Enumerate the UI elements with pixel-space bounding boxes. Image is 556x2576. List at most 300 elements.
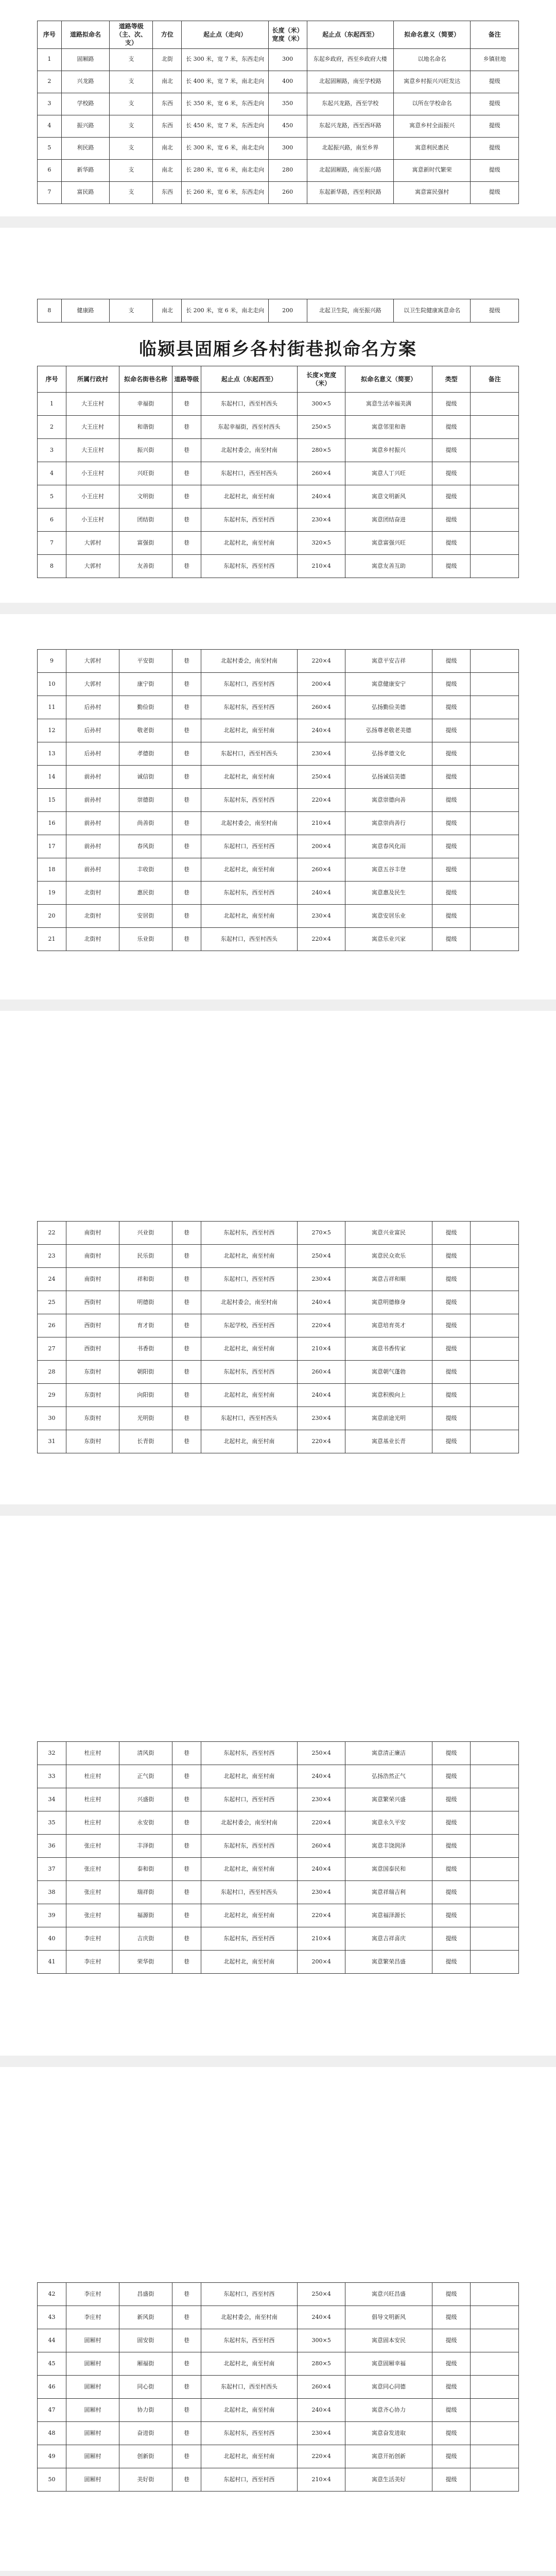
table-cell: 东起村东，西至村西	[201, 2422, 297, 2445]
table-cell: 南街村	[66, 1268, 119, 1291]
table-cell: 提级	[432, 1337, 471, 1361]
table-cell: 巷	[172, 1835, 201, 1858]
table-cell: 福源街	[119, 1904, 172, 1927]
table-row	[38, 137, 519, 159]
table-cell: 220×4	[297, 650, 345, 673]
table-row	[38, 1407, 519, 1430]
table-cell: 220×4	[297, 1430, 345, 1453]
table-cell: 提级	[432, 1835, 471, 1858]
table-cell: 大郭村	[66, 673, 119, 696]
table-cell: 永安街	[119, 1811, 172, 1835]
table-cell: 提级	[432, 2306, 471, 2329]
table-cell: 16	[38, 812, 66, 835]
table-cell: 30	[38, 1407, 66, 1430]
table-cell: 寓意繁荣兴盛	[345, 1788, 432, 1811]
table-cell: 厢福街	[119, 2352, 172, 2376]
table-cell: 小王庄村	[66, 485, 119, 509]
table-cell: 寓意清正廉洁	[345, 1742, 432, 1765]
table-cell: 寓意培育英才	[345, 1314, 432, 1337]
table-cell: 提级	[432, 882, 471, 905]
table-cell: 惠民街	[119, 882, 172, 905]
table-row	[38, 858, 519, 882]
table-cell	[471, 1927, 519, 1951]
table-cell	[471, 742, 519, 766]
table-cell: 东西	[153, 115, 182, 137]
table-cell: 张庄村	[66, 1835, 119, 1858]
table-row	[38, 1904, 519, 1927]
table-cell	[471, 1361, 519, 1384]
table-cell: 提级	[432, 766, 471, 789]
table-cell: 东起村口，西至村西头	[201, 2376, 297, 2399]
gov-roads-table-part1	[37, 21, 519, 204]
column-header: 起止点（走向）	[182, 21, 268, 49]
table-cell: 东起学校，西至村西	[201, 1314, 297, 1337]
table-cell: 西街村	[66, 1291, 119, 1314]
table-cell: 260×4	[297, 462, 345, 485]
table-cell: 寓意繁荣昌盛	[345, 1951, 432, 1974]
table-cell: 巷	[172, 555, 201, 578]
table-row	[38, 1835, 519, 1858]
table-cell: 260×4	[297, 858, 345, 882]
table-cell: 41	[38, 1951, 66, 1974]
table-cell: 提级	[432, 650, 471, 673]
table-cell: 200×4	[297, 673, 345, 696]
table-cell: 清风街	[119, 1742, 172, 1765]
table-row	[38, 1951, 519, 1974]
table-row	[38, 1361, 519, 1384]
table-cell: 250×4	[297, 766, 345, 789]
table-cell: 寓意乡村振兴兴旺发达	[393, 71, 471, 93]
table-cell: 提级	[432, 1268, 471, 1291]
table-cell: 固厢村	[66, 2399, 119, 2422]
table-cell: 450	[268, 115, 307, 137]
table-cell: 支	[110, 93, 153, 115]
table-cell: 200	[268, 299, 307, 323]
table-cell: 巷	[172, 696, 201, 719]
table-cell: 西街村	[66, 1337, 119, 1361]
table-cell: 东起村口，西至村西	[201, 835, 297, 858]
table-cell: 36	[38, 1835, 66, 1858]
table-cell: 4	[38, 462, 66, 485]
table-cell: 260×4	[297, 696, 345, 719]
table-cell: 220×4	[297, 1314, 345, 1337]
table-cell	[471, 1858, 519, 1881]
table-cell: 230×4	[297, 1407, 345, 1430]
table-cell: 1	[38, 48, 62, 71]
table-cell: 230×4	[297, 1788, 345, 1811]
table-cell	[471, 766, 519, 789]
table-cell: 巷	[172, 1788, 201, 1811]
table-row	[38, 1268, 519, 1291]
table-cell: 12	[38, 719, 66, 742]
table-cell: 2	[38, 71, 62, 93]
table-cell: 300	[268, 137, 307, 159]
column-header: 序号	[38, 21, 62, 49]
table-cell: 寓意兴业富民	[345, 1222, 432, 1245]
table-cell: 李庄村	[66, 2283, 119, 2306]
table-cell: 提级	[471, 71, 519, 93]
table-cell: 提级	[432, 1291, 471, 1314]
table-row	[38, 650, 519, 673]
table-cell: 巷	[172, 673, 201, 696]
table-cell: 提级	[432, 835, 471, 858]
table-cell: 240×4	[297, 2399, 345, 2422]
table-cell: 北起村北，南至村南	[201, 1384, 297, 1407]
table-cell: 北起村北，南至村南	[201, 1904, 297, 1927]
table-cell	[471, 835, 519, 858]
table-cell	[471, 1811, 519, 1835]
table-cell: 巷	[172, 2283, 201, 2306]
table-cell: 张庄村	[66, 1858, 119, 1881]
table-cell: 240×4	[297, 719, 345, 742]
table-cell: 新华路	[61, 159, 110, 181]
table-cell: 东起兴龙路，西至西环路	[307, 115, 393, 137]
table-cell: 北起村北，南至村南	[201, 532, 297, 555]
table-cell: 寓意人丁兴旺	[345, 462, 432, 485]
table-cell: 6	[38, 159, 62, 181]
table-cell: 提级	[432, 812, 471, 835]
page-separator	[0, 603, 556, 614]
column-header: 备注	[471, 366, 519, 393]
table-row	[38, 509, 519, 532]
table-cell: 正气街	[119, 1765, 172, 1788]
table-cell: 明德街	[119, 1291, 172, 1314]
villages-table-part3	[37, 1221, 519, 1453]
table-cell: 3	[38, 93, 62, 115]
table-cell: 44	[38, 2329, 66, 2352]
table-cell: 东起村东，西至村西	[201, 1742, 297, 1765]
table-cell: 前孙村	[66, 835, 119, 858]
table-cell: 寓意丰饶润泽	[345, 1835, 432, 1858]
table-cell: 友善街	[119, 555, 172, 578]
table-cell: 巷	[172, 1268, 201, 1291]
table-cell: 东起村口，西至村西	[201, 2283, 297, 2306]
table-row	[38, 115, 519, 137]
table-cell: 230×4	[297, 742, 345, 766]
table-cell: 李庄村	[66, 1927, 119, 1951]
table-cell: 提级	[432, 2329, 471, 2352]
table-cell: 300	[268, 48, 307, 71]
table-cell: 200×4	[297, 1951, 345, 1974]
table-cell: 寓意开拓创新	[345, 2445, 432, 2468]
table-cell: 北起村北，南至村南	[201, 1430, 297, 1453]
column-header: 拟命名意义（简要）	[345, 366, 432, 393]
table-cell: 17	[38, 835, 66, 858]
table-cell: 280×5	[297, 439, 345, 462]
table-cell: 寓意富民强村	[393, 181, 471, 204]
table-cell: 同心街	[119, 2376, 172, 2399]
table-cell: 寓意春风化雨	[345, 835, 432, 858]
table-cell: 巷	[172, 1430, 201, 1453]
table-cell: 李庄村	[66, 2306, 119, 2329]
table-cell: 11	[38, 696, 66, 719]
table-cell: 支	[110, 159, 153, 181]
table-cell: 北起固厢路，南至学校路	[307, 71, 393, 93]
table-cell	[471, 393, 519, 416]
table-cell: 南街村	[66, 1222, 119, 1245]
table-cell: 提级	[432, 1222, 471, 1245]
table-cell: 寓意书香传家	[345, 1337, 432, 1361]
table-cell: 巷	[172, 905, 201, 928]
table-cell: 提级	[432, 1765, 471, 1788]
table-cell: 巷	[172, 1245, 201, 1268]
table-cell: 240×4	[297, 1384, 345, 1407]
table-cell: 提级	[432, 2352, 471, 2376]
table-cell	[471, 905, 519, 928]
table-cell: 巷	[172, 1927, 201, 1951]
table-cell: 3	[38, 439, 66, 462]
table-cell: 奋进街	[119, 2422, 172, 2445]
table-cell: 北起村委会，南至村南	[201, 1291, 297, 1314]
table-cell: 巷	[172, 2399, 201, 2422]
table-cell: 巷	[172, 2468, 201, 2492]
table-cell	[471, 2329, 519, 2352]
table-cell: 北起村北，南至村南	[201, 766, 297, 789]
table-cell: 寓意乡村振兴	[345, 439, 432, 462]
table-cell: 400	[268, 71, 307, 93]
table-row	[38, 181, 519, 204]
table-cell: 23	[38, 1245, 66, 1268]
table-cell	[471, 2352, 519, 2376]
table-cell: 巷	[172, 719, 201, 742]
table-cell: 丰收街	[119, 858, 172, 882]
table-cell: 长 200 米，宽 6 米，南北走向	[182, 299, 268, 323]
table-cell: 长 450 米，宽 7 米，东西走向	[182, 115, 268, 137]
table-cell: 巷	[172, 462, 201, 485]
table-cell: 230×4	[297, 509, 345, 532]
table-cell: 小王庄村	[66, 509, 119, 532]
table-cell: 巷	[172, 416, 201, 439]
table-cell	[471, 1314, 519, 1337]
table-cell: 230×4	[297, 2422, 345, 2445]
table-cell: 巷	[172, 858, 201, 882]
table-row	[38, 485, 519, 509]
table-cell: 荣华街	[119, 1951, 172, 1974]
table-cell: 新风街	[119, 2306, 172, 2329]
table-row	[38, 812, 519, 835]
table-cell: 320×5	[297, 532, 345, 555]
table-row	[38, 1927, 519, 1951]
table-cell: 210×4	[297, 1337, 345, 1361]
table-cell: 寓意新时代繁荣	[393, 159, 471, 181]
table-cell: 北起村北，南至村南	[201, 2445, 297, 2468]
table-cell: 240×4	[297, 882, 345, 905]
table-row	[38, 1430, 519, 1453]
table-cell: 东起村东，西至村西	[201, 882, 297, 905]
table-cell: 210×4	[297, 812, 345, 835]
table-cell: 兴业街	[119, 1222, 172, 1245]
table-cell	[471, 439, 519, 462]
table-cell: 230×4	[297, 1268, 345, 1291]
table-cell: 5	[38, 485, 66, 509]
table-row	[38, 673, 519, 696]
table-cell: 北起村北，南至村南	[201, 2352, 297, 2376]
table-cell: 300×5	[297, 2329, 345, 2352]
table-cell: 寓意齐心协力	[345, 2399, 432, 2422]
table-row	[38, 1314, 519, 1337]
villages-table-part5	[37, 2282, 519, 2492]
table-cell: 大王庄村	[66, 393, 119, 416]
table-cell: 杜庄村	[66, 1788, 119, 1811]
table-cell: 240×4	[297, 1858, 345, 1881]
table-cell	[471, 1430, 519, 1453]
table-cell: 5	[38, 137, 62, 159]
table-cell: 弘扬浩然正气	[345, 1765, 432, 1788]
table-cell: 昌盛街	[119, 2283, 172, 2306]
table-cell: 6	[38, 509, 66, 532]
table-cell: 寓意国泰民和	[345, 1858, 432, 1881]
table-cell: 巷	[172, 1407, 201, 1430]
table-cell: 富强街	[119, 532, 172, 555]
table-cell: 东起村口，西至村西头	[201, 928, 297, 951]
table-cell	[471, 2422, 519, 2445]
table-cell: 提级	[432, 439, 471, 462]
table-cell: 43	[38, 2306, 66, 2329]
table-cell: 富民路	[61, 181, 110, 204]
table-cell: 寓意基业长青	[345, 1430, 432, 1453]
table-cell: 大王庄村	[66, 416, 119, 439]
table-cell: 东起幸福街，西至村西头	[201, 416, 297, 439]
table-cell: 巷	[172, 1858, 201, 1881]
table-cell: 巷	[172, 1904, 201, 1927]
table-cell: 250×4	[297, 1245, 345, 1268]
table-cell: 45	[38, 2352, 66, 2376]
table-cell: 寓意祥瑞吉利	[345, 1881, 432, 1904]
table-cell: 提级	[432, 393, 471, 416]
table-cell	[471, 509, 519, 532]
table-cell: 向阳街	[119, 1384, 172, 1407]
table-row	[38, 1384, 519, 1407]
table-row	[38, 1765, 519, 1788]
table-cell: 提级	[432, 2376, 471, 2399]
data-table	[37, 299, 519, 323]
table-row	[38, 1742, 519, 1765]
table-cell: 大郭村	[66, 532, 119, 555]
table-cell: 弘扬勤俭美德	[345, 696, 432, 719]
table-cell: 提级	[432, 858, 471, 882]
table-cell: 乐业街	[119, 928, 172, 951]
table-cell: 7	[38, 181, 62, 204]
table-cell	[471, 1881, 519, 1904]
table-cell: 北街村	[66, 882, 119, 905]
table-cell: 书香街	[119, 1337, 172, 1361]
table-cell: 弘扬尊老敬老美德	[345, 719, 432, 742]
table-cell: 19	[38, 882, 66, 905]
table-cell: 40	[38, 1927, 66, 1951]
table-cell: 东起新华路，西至利民路	[307, 181, 393, 204]
table-cell: 大郭村	[66, 650, 119, 673]
table-cell: 北起村北，南至村南	[201, 905, 297, 928]
table-cell: 南北	[153, 137, 182, 159]
table-cell: 寓意生活幸福美满	[345, 393, 432, 416]
table-cell: 240×4	[297, 485, 345, 509]
table-cell: 38	[38, 1881, 66, 1904]
table-cell: 49	[38, 2445, 66, 2468]
table-cell: 24	[38, 1268, 66, 1291]
table-cell: 260×4	[297, 1835, 345, 1858]
table-cell	[471, 1742, 519, 1765]
table-cell: 寓意利民惠民	[393, 137, 471, 159]
table-cell: 孝德街	[119, 742, 172, 766]
table-row	[38, 93, 519, 115]
table-row	[38, 2329, 519, 2352]
table-row	[38, 789, 519, 812]
table-cell: 寓意固本安民	[345, 2329, 432, 2352]
table-cell	[471, 1291, 519, 1314]
table-cell: 寓意福泽源长	[345, 1904, 432, 1927]
column-header: 方位	[153, 21, 182, 49]
table-cell: 寓意朝气蓬勃	[345, 1361, 432, 1384]
table-cell: 230×4	[297, 905, 345, 928]
table-cell: 北起村委会，南至村南	[201, 439, 297, 462]
table-cell: 文明街	[119, 485, 172, 509]
table-row	[38, 555, 519, 578]
table-cell: 寓意崇尚善行	[345, 812, 432, 835]
table-cell: 北街村	[66, 905, 119, 928]
table-row	[38, 439, 519, 462]
table-cell: 提级	[432, 485, 471, 509]
column-header: 类型	[432, 366, 471, 393]
table-cell: 前孙村	[66, 766, 119, 789]
table-cell: 26	[38, 1314, 66, 1337]
table-cell	[471, 416, 519, 439]
table-cell: 提级	[432, 1742, 471, 1765]
table-cell: 20	[38, 905, 66, 928]
table-cell: 东起村东，西至村西	[201, 555, 297, 578]
table-cell: 北起村委会，南至村南	[201, 812, 297, 835]
table-cell: 47	[38, 2399, 66, 2422]
table-cell: 固厢村	[66, 2329, 119, 2352]
table-cell: 东起村口，西至村西头	[201, 1881, 297, 1904]
table-cell: 北起卫生院，南至振兴路	[307, 299, 393, 323]
table-cell: 东起村口，西至村西头	[201, 393, 297, 416]
table-cell: 南北	[153, 299, 182, 323]
table-cell: 兴龙路	[61, 71, 110, 93]
table-cell: 固厢村	[66, 2376, 119, 2399]
table-row	[38, 532, 519, 555]
table-cell	[471, 673, 519, 696]
data-table	[37, 649, 519, 951]
table-cell	[471, 1268, 519, 1291]
table-cell: 巷	[172, 509, 201, 532]
table-cell: 巷	[172, 2306, 201, 2329]
table-cell: 提级	[432, 555, 471, 578]
table-cell	[471, 1337, 519, 1361]
table-cell: 尚善街	[119, 812, 172, 835]
page-separator	[0, 999, 556, 1011]
table-cell: 提级	[432, 2283, 471, 2306]
table-cell: 东街村	[66, 1361, 119, 1384]
table-cell: 巷	[172, 1384, 201, 1407]
table-cell: 寓意同心同德	[345, 2376, 432, 2399]
table-cell: 巷	[172, 485, 201, 509]
table-row	[38, 1337, 519, 1361]
table-cell: 34	[38, 1788, 66, 1811]
table-cell: 乡镇驻地	[471, 48, 519, 71]
table-cell: 东起乡政府，西至乡政府大楼	[307, 48, 393, 71]
table-cell: 西街村	[66, 1314, 119, 1337]
table-cell: 倡导文明新风	[345, 2306, 432, 2329]
table-cell: 巷	[172, 1881, 201, 1904]
table-cell: 利民路	[61, 137, 110, 159]
table-cell: 39	[38, 1904, 66, 1927]
table-cell: 支	[110, 115, 153, 137]
column-header: 起止点（东起西至）	[201, 366, 297, 393]
table-cell: 巷	[172, 393, 201, 416]
table-row	[38, 393, 519, 416]
table-row	[38, 742, 519, 766]
table-row	[38, 882, 519, 905]
